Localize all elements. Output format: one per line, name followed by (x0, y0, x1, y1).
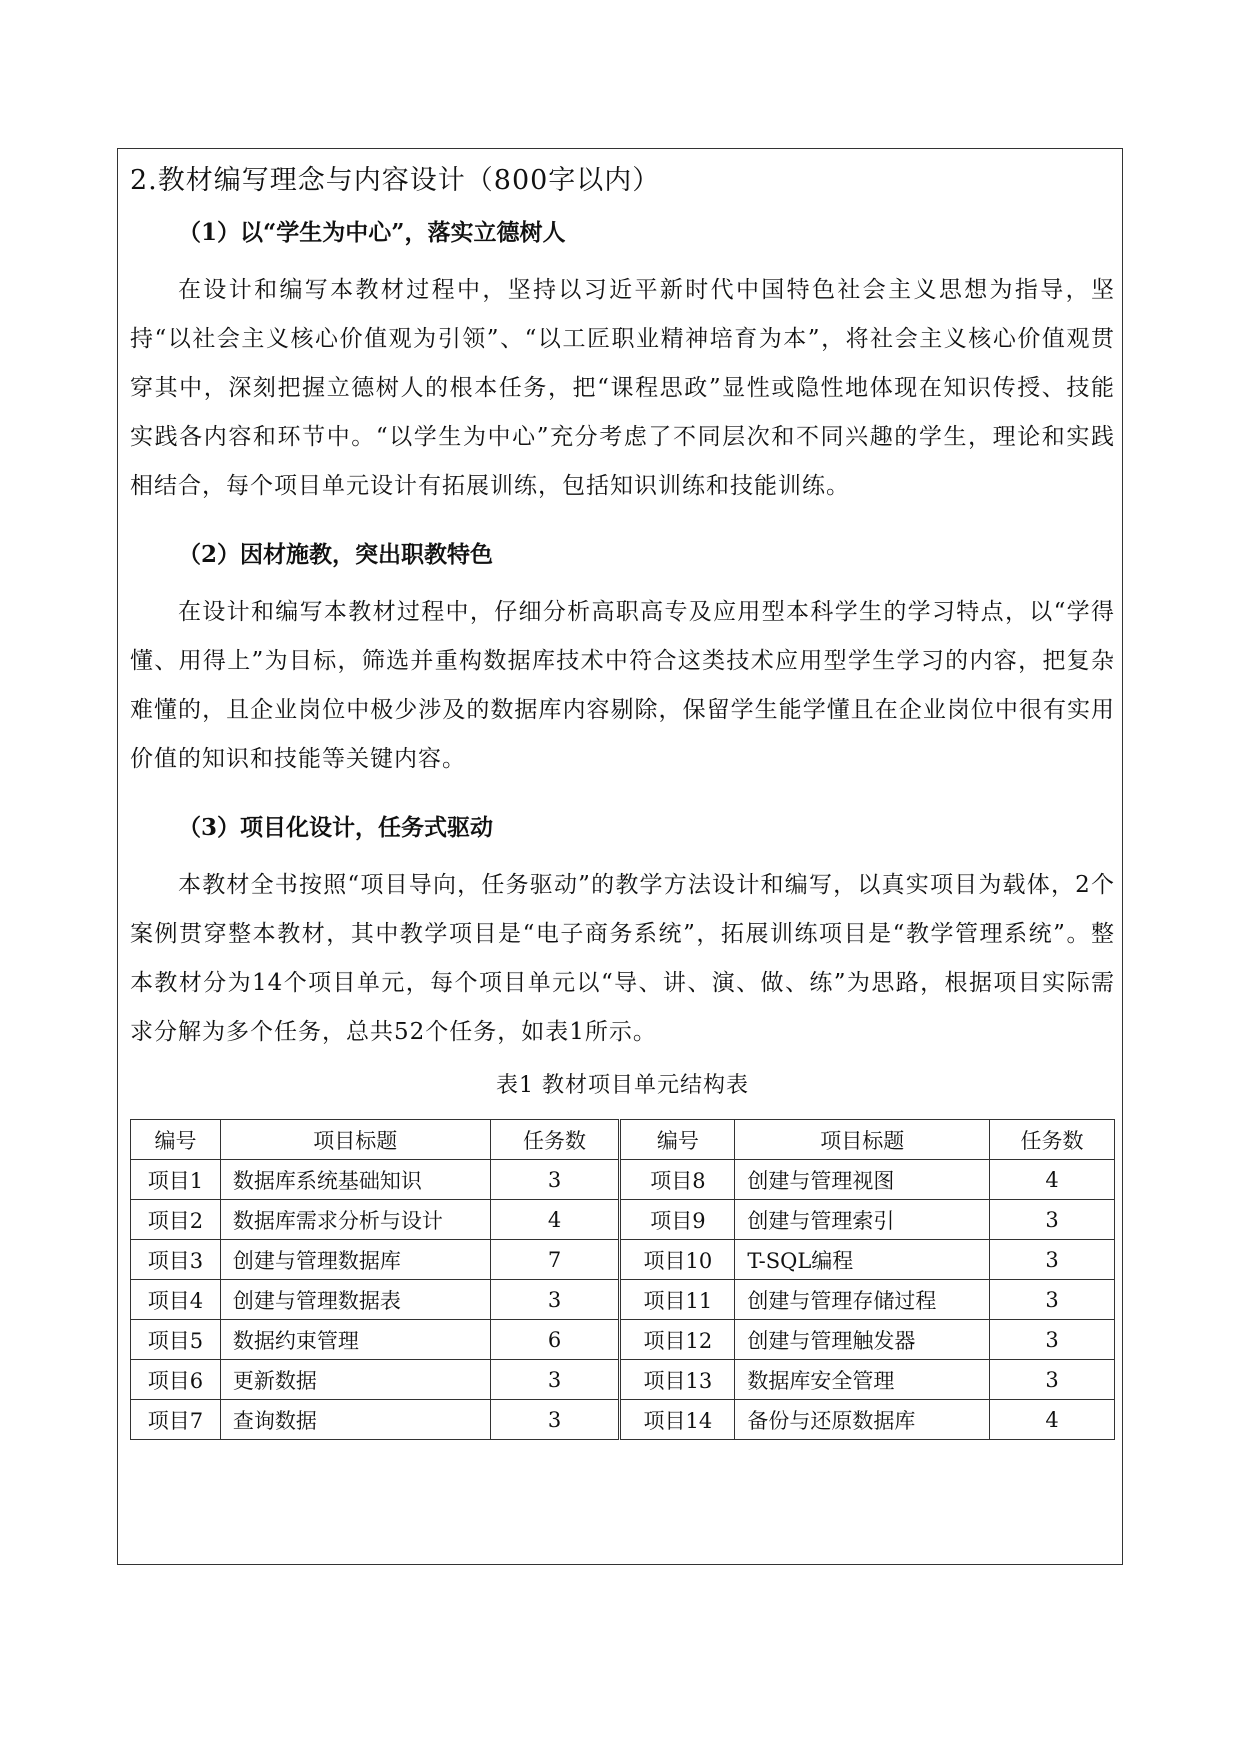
table-cell: 4 (490, 1200, 620, 1240)
table-row (131, 1200, 1115, 1240)
section-heading: 2.教材编写理念与内容设计（800字以内） (130, 165, 661, 196)
table-cell: 项目11 (620, 1280, 735, 1320)
content-body (130, 163, 1115, 1440)
table-row (131, 1280, 1115, 1320)
header-cell: 编号 (620, 1120, 735, 1160)
table-cell: 备份与还原数据库 (735, 1400, 990, 1440)
project-structure-table (130, 1119, 1115, 1440)
table-cell: 3 (990, 1200, 1115, 1240)
table-cell: 创建与管理存储过程 (735, 1280, 990, 1320)
header-cell: 编号 (131, 1120, 221, 1160)
table-cell: 项目7 (131, 1400, 221, 1440)
table-cell: 3 (490, 1160, 620, 1200)
table-row (131, 1400, 1115, 1440)
subsection-title-3: （3）项目化设计，任务式驱动 (178, 814, 494, 841)
table-cell: T-SQL编程 (735, 1240, 990, 1280)
header-cell: 任务数 (490, 1120, 620, 1160)
subsection-paragraph-3: 本教材全书按照“项目导向，任务驱动”的教学方法设计和编写，以真实项目为载体，2个案例贯穿整本教材，其中教学项目是“电子商务系统”，拓展训练项目是“教学管理系统”。整本教材分为14个项目单元，每个项目单元以“导、讲、演、做、练”为思路，根据项目实际需求分解为多个任务，总共52个任务，如表1所示。 (130, 872, 1115, 1045)
table-cell: 创建与管理视图 (735, 1160, 990, 1200)
table-cell: 3 (990, 1280, 1115, 1320)
subsection-paragraph-2: 在设计和编写本教材过程中，仔细分析高职高专及应用型本科学生的学习特点，以“学得懂、用得上”为目标，筛选并重构数据库技术中符合这类技术应用型学生学习的内容，把复杂难懂的，且企业岗位中极少涉及的数据库内容剔除，保留学生能学懂且在企业岗位中很有实用价值的知识和技能等关键内容。 (130, 599, 1115, 772)
table-row (131, 1360, 1115, 1400)
table-header-row (131, 1120, 1115, 1160)
content-frame (117, 148, 1123, 1565)
table-cell: 项目14 (620, 1400, 735, 1440)
header-cell: 项目标题 (220, 1120, 490, 1160)
subsection-title-1: （1）以“学生为中心”，落实立德树人 (178, 219, 566, 246)
table-cell: 创建与管理索引 (735, 1200, 990, 1240)
table-cell: 查询数据 (220, 1400, 490, 1440)
table-cell: 项目13 (620, 1360, 735, 1400)
table-cell: 3 (990, 1320, 1115, 1360)
table-cell: 3 (490, 1400, 620, 1440)
table-cell: 项目10 (620, 1240, 735, 1280)
table-cell: 4 (990, 1160, 1115, 1200)
table-cell: 项目8 (620, 1160, 735, 1200)
table-cell: 3 (490, 1280, 620, 1320)
table-cell: 项目4 (131, 1280, 221, 1320)
table-cell: 数据库安全管理 (735, 1360, 990, 1400)
table-cell: 数据库需求分析与设计 (220, 1200, 490, 1240)
table-cell: 7 (490, 1240, 620, 1280)
table-cell: 数据约束管理 (220, 1320, 490, 1360)
table-cell: 3 (990, 1360, 1115, 1400)
table-cell: 3 (490, 1360, 620, 1400)
table-cell: 项目1 (131, 1160, 221, 1200)
table-cell: 项目5 (131, 1320, 221, 1360)
table-caption: 表1 教材项目单元结构表 (496, 1073, 749, 1098)
subsection-title-2: （2）因材施教，突出职教特色 (178, 541, 494, 568)
table-cell: 项目6 (131, 1360, 221, 1400)
table-row (131, 1320, 1115, 1360)
header-cell: 项目标题 (735, 1120, 990, 1160)
table-row (131, 1160, 1115, 1200)
subsection-paragraph-1: 在设计和编写本教材过程中，坚持以习近平新时代中国特色社会主义思想为指导，坚持“以社会主义核心价值观为引领”、“以工匠职业精神培育为本”，将社会主义核心价值观贯穿其中，深刻把握立德树人的根本任务，把“课程思政”显性或隐性地体现在知识传授、技能实践各内容和环节中。“以学生为中心”充分考虑了不同层次和不同兴趣的学生，理论和实践相结合，每个项目单元设计有拓展训练，包括知识训练和技能训练。 (130, 277, 1115, 499)
table-cell: 项目9 (620, 1200, 735, 1240)
table-cell: 数据库系统基础知识 (220, 1160, 490, 1200)
table-cell: 创建与管理触发器 (735, 1320, 990, 1360)
table-row (131, 1240, 1115, 1280)
table-cell: 创建与管理数据库 (220, 1240, 490, 1280)
table-cell: 更新数据 (220, 1360, 490, 1400)
table-cell: 项目2 (131, 1200, 221, 1240)
header-cell: 任务数 (990, 1120, 1115, 1160)
table-cell: 3 (990, 1240, 1115, 1280)
table-cell: 项目3 (131, 1240, 221, 1280)
table-cell: 项目12 (620, 1320, 735, 1360)
table-cell: 4 (990, 1400, 1115, 1440)
table-cell: 创建与管理数据表 (220, 1280, 490, 1320)
table-cell: 6 (490, 1320, 620, 1360)
